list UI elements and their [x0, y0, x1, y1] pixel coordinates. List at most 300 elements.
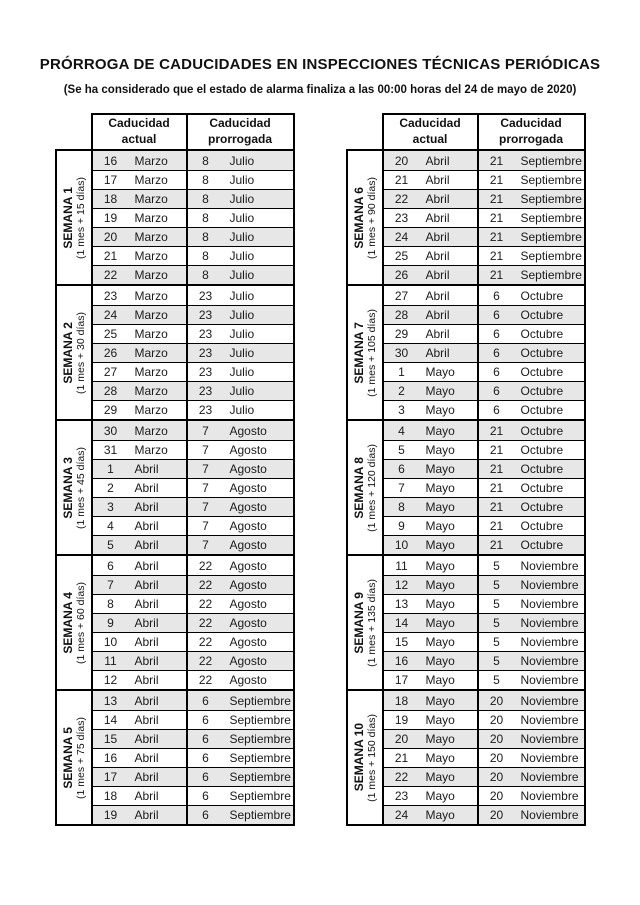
prorrogada-day: 21 — [489, 211, 504, 225]
cell-caducidad-actual — [93, 806, 188, 824]
cell-caducidad-prorrogada — [188, 730, 293, 748]
prorrogada-day: 7 — [202, 538, 209, 552]
cell-caducidad-actual — [384, 266, 479, 284]
prorrogada-day: 6 — [493, 403, 500, 417]
actual-month: Abril — [134, 462, 159, 476]
prorrogada-day: 22 — [198, 654, 213, 668]
actual-day: 24 — [394, 808, 409, 822]
table-row — [93, 535, 293, 554]
cell-caducidad-prorrogada — [479, 614, 584, 632]
cell-caducidad-actual — [93, 228, 188, 246]
table-header — [91, 113, 295, 151]
prorrogada-day: 23 — [198, 288, 213, 303]
actual-month: Abril — [134, 635, 159, 649]
cell-caducidad-prorrogada — [188, 460, 293, 478]
prorrogada-month: Julio — [229, 249, 255, 263]
prorrogada-day: 20 — [489, 693, 504, 708]
prorrogada-month: Septiembre — [520, 268, 582, 282]
actual-day: 29 — [103, 403, 118, 417]
actual-day: 14 — [103, 713, 118, 727]
actual-month: Marzo — [134, 423, 168, 438]
cell-caducidad-actual — [93, 730, 188, 748]
actual-month: Abril — [425, 192, 450, 206]
prorrogada-day: 20 — [489, 808, 504, 822]
actual-day: 22 — [103, 268, 118, 282]
prorrogada-month: Noviembre — [520, 751, 579, 765]
prorrogada-month: Julio — [229, 403, 255, 417]
prorrogada-month: Noviembre — [520, 808, 579, 822]
cell-caducidad-actual — [384, 691, 479, 710]
week-group — [346, 149, 586, 286]
table-row — [384, 767, 584, 786]
cell-caducidad-prorrogada — [188, 247, 293, 265]
cell-caducidad-prorrogada — [479, 556, 584, 575]
actual-day: 9 — [107, 616, 114, 630]
table-row — [384, 246, 584, 265]
cell-caducidad-prorrogada — [479, 633, 584, 651]
cell-caducidad-prorrogada — [479, 576, 584, 594]
actual-month: Marzo — [134, 153, 168, 168]
prorrogada-month: Julio — [229, 384, 255, 398]
actual-day: 1 — [107, 462, 114, 476]
week-offset: (1 mes + 60 días) — [74, 581, 87, 664]
actual-day: 6 — [398, 462, 405, 476]
cell-caducidad-prorrogada — [479, 595, 584, 613]
prorrogada-month: Noviembre — [520, 597, 579, 611]
cell-caducidad-prorrogada — [479, 730, 584, 748]
cell-caducidad-actual — [384, 749, 479, 767]
actual-day: 14 — [394, 616, 409, 630]
table-row — [384, 265, 584, 284]
cell-caducidad-actual — [384, 498, 479, 516]
prorrogada-day: 6 — [202, 713, 209, 727]
cell-caducidad-actual — [384, 576, 479, 594]
actual-month: Abril — [134, 616, 159, 630]
header-caducidad-prorrogada: Caducidad prorrogada — [188, 115, 293, 149]
cell-caducidad-prorrogada — [479, 190, 584, 208]
prorrogada-day: 6 — [202, 808, 209, 822]
prorrogada-day: 20 — [489, 770, 504, 784]
actual-day: 10 — [394, 538, 409, 552]
cell-caducidad-actual — [384, 209, 479, 227]
week-group — [55, 689, 295, 826]
cell-caducidad-prorrogada — [479, 171, 584, 189]
cell-caducidad-prorrogada — [479, 421, 584, 440]
prorrogada-day: 20 — [489, 789, 504, 803]
prorrogada-month: Julio — [229, 268, 255, 282]
week-offset: (1 mes + 30 días) — [74, 311, 87, 394]
actual-month: Mayo — [425, 770, 455, 784]
actual-day: 25 — [103, 327, 118, 341]
actual-month: Abril — [425, 153, 450, 168]
cell-caducidad-prorrogada — [188, 190, 293, 208]
cell-caducidad-prorrogada — [188, 266, 293, 284]
actual-day: 26 — [103, 346, 118, 360]
prorrogada-month: Septiembre — [520, 192, 582, 206]
prorrogada-month: Septiembre — [229, 789, 291, 803]
prorrogada-month: Julio — [229, 327, 255, 341]
table-row — [384, 516, 584, 535]
prorrogada-month: Octubre — [520, 519, 564, 533]
cell-caducidad-prorrogada — [479, 247, 584, 265]
prorrogada-month: Septiembre — [229, 770, 291, 784]
table-row — [384, 805, 584, 824]
week-label — [348, 691, 384, 824]
table-row — [384, 400, 584, 419]
cell-caducidad-prorrogada — [479, 749, 584, 767]
cell-caducidad-prorrogada — [188, 344, 293, 362]
actual-month: Mayo — [425, 481, 455, 495]
week-name: SEMANA 9 — [351, 591, 366, 654]
week-offset: (1 mes + 45 días) — [74, 446, 87, 529]
cell-caducidad-actual — [384, 190, 479, 208]
prorrogada-day: 7 — [202, 443, 209, 457]
header-caducidad-prorrogada: Caducidad prorrogada — [479, 115, 584, 149]
week-name: SEMANA 3 — [60, 456, 75, 519]
cell-caducidad-prorrogada — [188, 421, 293, 440]
table-row — [384, 208, 584, 227]
actual-month: Abril — [134, 481, 159, 495]
prorrogada-day: 22 — [198, 578, 213, 592]
prorrogada-month: Septiembre — [520, 249, 582, 263]
prorrogada-day: 7 — [202, 500, 209, 514]
cell-caducidad-prorrogada — [188, 711, 293, 729]
prorrogada-day: 20 — [489, 732, 504, 746]
cell-caducidad-prorrogada — [479, 382, 584, 400]
cell-caducidad-actual — [384, 536, 479, 554]
table-row — [384, 381, 584, 400]
actual-month: Marzo — [134, 249, 168, 263]
table-row — [93, 440, 293, 459]
actual-month: Abril — [425, 327, 450, 341]
actual-day: 18 — [103, 789, 118, 803]
prorrogada-day: 6 — [202, 751, 209, 765]
actual-month: Mayo — [425, 443, 455, 457]
prorrogada-month: Octubre — [520, 308, 564, 322]
actual-month: Abril — [134, 770, 159, 784]
prorrogada-day: 7 — [202, 481, 209, 495]
table-row — [93, 691, 293, 710]
prorrogada-day: 23 — [198, 308, 213, 322]
table-row — [384, 535, 584, 554]
prorrogada-day: 23 — [198, 365, 213, 379]
cell-caducidad-actual — [93, 247, 188, 265]
cell-caducidad-actual — [384, 787, 479, 805]
cell-caducidad-prorrogada — [188, 151, 293, 170]
cell-caducidad-actual — [93, 363, 188, 381]
prorrogada-month: Noviembre — [520, 789, 579, 803]
prorrogada-month: Octubre — [520, 365, 564, 379]
actual-month: Abril — [134, 558, 159, 573]
week-name: SEMANA 7 — [351, 321, 366, 384]
cell-caducidad-actual — [384, 614, 479, 632]
table-row — [93, 421, 293, 440]
cell-caducidad-actual — [93, 401, 188, 419]
table-row — [384, 362, 584, 381]
cell-caducidad-actual — [384, 325, 479, 343]
cell-caducidad-actual — [93, 479, 188, 497]
week-group — [55, 419, 295, 556]
actual-day: 8 — [107, 597, 114, 611]
prorrogada-day: 22 — [198, 597, 213, 611]
actual-day: 19 — [394, 713, 409, 727]
prorrogada-day: 21 — [489, 192, 504, 206]
actual-month: Marzo — [134, 384, 168, 398]
prorrogada-month: Octubre — [520, 423, 564, 438]
actual-month: Marzo — [134, 173, 168, 187]
prorrogada-month: Septiembre — [229, 808, 291, 822]
actual-day: 12 — [103, 673, 118, 687]
cell-caducidad-actual — [384, 556, 479, 575]
prorrogada-month: Octubre — [520, 481, 564, 495]
week-label — [57, 556, 93, 689]
actual-day: 10 — [103, 635, 118, 649]
table-row — [384, 556, 584, 575]
table-row — [384, 670, 584, 689]
actual-day: 3 — [107, 500, 114, 514]
table-row — [384, 324, 584, 343]
prorrogada-day: 23 — [198, 327, 213, 341]
actual-day: 23 — [394, 789, 409, 803]
week-offset: (1 mes + 75 días) — [74, 716, 87, 799]
cell-caducidad-prorrogada — [479, 787, 584, 805]
prorrogada-day: 21 — [489, 519, 504, 533]
table-row — [93, 305, 293, 324]
cell-caducidad-prorrogada — [479, 652, 584, 670]
table-row — [93, 246, 293, 265]
prorrogada-day: 21 — [489, 173, 504, 187]
prorrogada-month: Septiembre — [229, 713, 291, 727]
cell-caducidad-prorrogada — [188, 671, 293, 689]
prorrogada-month: Septiembre — [520, 211, 582, 225]
rows — [384, 421, 584, 554]
actual-day: 18 — [103, 192, 118, 206]
cell-caducidad-prorrogada — [479, 209, 584, 227]
actual-month: Marzo — [134, 443, 168, 457]
prorrogada-day: 6 — [493, 384, 500, 398]
prorrogada-month: Octubre — [520, 327, 564, 341]
prorrogada-month: Octubre — [520, 500, 564, 514]
actual-month: Abril — [134, 538, 159, 552]
cell-caducidad-actual — [384, 652, 479, 670]
actual-month: Mayo — [425, 713, 455, 727]
rows — [93, 691, 293, 824]
table-row — [384, 651, 584, 670]
actual-month: Marzo — [134, 365, 168, 379]
prorrogada-month: Agosto — [229, 423, 267, 438]
table-row — [384, 343, 584, 362]
actual-day: 17 — [103, 770, 118, 784]
prorrogada-month: Agosto — [229, 538, 267, 552]
week-group — [346, 419, 586, 556]
actual-day: 26 — [394, 268, 409, 282]
cell-caducidad-actual — [384, 171, 479, 189]
cell-caducidad-prorrogada — [479, 441, 584, 459]
prorrogada-day: 8 — [202, 192, 209, 206]
cell-caducidad-actual — [384, 247, 479, 265]
prorrogada-month: Noviembre — [520, 558, 579, 573]
table-row — [93, 748, 293, 767]
prorrogada-month: Julio — [229, 288, 255, 303]
week-name: SEMANA 6 — [351, 186, 366, 249]
actual-day: 15 — [103, 732, 118, 746]
page-title: PRÓRROGA DE CADUCIDADES EN INSPECCIONES TÉCNICAS PERIÓDICAS — [39, 56, 601, 73]
actual-day: 7 — [107, 578, 114, 592]
cell-caducidad-prorrogada — [479, 228, 584, 246]
table-row — [384, 632, 584, 651]
cell-caducidad-prorrogada — [479, 691, 584, 710]
actual-month: Abril — [134, 732, 159, 746]
cell-caducidad-actual — [384, 517, 479, 535]
cell-caducidad-actual — [93, 768, 188, 786]
cell-caducidad-actual — [93, 536, 188, 554]
actual-month: Abril — [425, 346, 450, 360]
cell-caducidad-prorrogada — [479, 460, 584, 478]
actual-month: Abril — [425, 249, 450, 263]
actual-month: Abril — [134, 808, 159, 822]
week-group — [55, 149, 295, 286]
prorrogada-month: Septiembre — [520, 173, 582, 187]
prorrogada-month: Agosto — [229, 597, 267, 611]
cell-caducidad-prorrogada — [188, 806, 293, 824]
actual-month: Abril — [134, 789, 159, 803]
rows — [384, 286, 584, 419]
prorrogada-month: Agosto — [229, 616, 267, 630]
actual-day: 30 — [103, 423, 118, 438]
actual-month: Abril — [425, 308, 450, 322]
actual-day: 5 — [107, 538, 114, 552]
prorrogada-day: 23 — [198, 403, 213, 417]
table-row — [384, 497, 584, 516]
cell-caducidad-prorrogada — [479, 806, 584, 824]
prorrogada-month: Septiembre — [520, 153, 582, 168]
actual-day: 13 — [394, 597, 409, 611]
prorrogada-month: Julio — [229, 153, 255, 168]
actual-day: 13 — [103, 693, 118, 708]
table-row — [384, 227, 584, 246]
cell-caducidad-actual — [93, 633, 188, 651]
cell-caducidad-actual — [384, 306, 479, 324]
prorrogada-month: Octubre — [520, 288, 564, 303]
cell-caducidad-prorrogada — [479, 401, 584, 419]
actual-month: Mayo — [425, 789, 455, 803]
prorrogada-day: 21 — [489, 268, 504, 282]
actual-month: Mayo — [425, 751, 455, 765]
prorrogada-day: 6 — [493, 327, 500, 341]
prorrogada-day: 21 — [489, 249, 504, 263]
week-group — [346, 284, 586, 421]
prorrogada-day: 7 — [202, 519, 209, 533]
prorrogada-day: 6 — [202, 770, 209, 784]
cell-caducidad-prorrogada — [188, 401, 293, 419]
cell-caducidad-prorrogada — [479, 286, 584, 305]
cell-caducidad-actual — [93, 421, 188, 440]
actual-month: Abril — [425, 288, 450, 303]
actual-day: 19 — [103, 211, 118, 225]
table-row — [93, 556, 293, 575]
cell-caducidad-prorrogada — [479, 266, 584, 284]
cell-caducidad-prorrogada — [479, 517, 584, 535]
cell-caducidad-actual — [384, 730, 479, 748]
cell-caducidad-prorrogada — [188, 633, 293, 651]
cell-caducidad-prorrogada — [188, 441, 293, 459]
prorrogada-day: 8 — [202, 249, 209, 263]
cell-caducidad-prorrogada — [188, 691, 293, 710]
actual-day: 11 — [395, 558, 408, 573]
prorrogada-day: 20 — [489, 713, 504, 727]
week-label — [348, 286, 384, 419]
prorrogada-day: 20 — [489, 751, 504, 765]
prorrogada-day: 5 — [493, 635, 500, 649]
actual-month: Marzo — [134, 327, 168, 341]
cell-caducidad-prorrogada — [188, 382, 293, 400]
week-group — [55, 284, 295, 421]
prorrogada-day: 23 — [198, 346, 213, 360]
week-offset: (1 mes + 150 días) — [365, 713, 378, 802]
prorrogada-month: Noviembre — [520, 578, 579, 592]
prorrogada-month: Agosto — [229, 558, 267, 573]
actual-day: 20 — [103, 230, 118, 244]
cell-caducidad-prorrogada — [479, 325, 584, 343]
actual-day: 4 — [107, 519, 114, 533]
actual-day: 1 — [398, 365, 405, 379]
table-row — [93, 286, 293, 305]
table-row — [384, 710, 584, 729]
table-row — [384, 459, 584, 478]
actual-day: 21 — [394, 751, 409, 765]
cell-caducidad-actual — [93, 614, 188, 632]
cell-caducidad-actual — [93, 441, 188, 459]
cell-caducidad-prorrogada — [188, 576, 293, 594]
cell-caducidad-prorrogada — [479, 363, 584, 381]
page-subtitle: (Se ha considerado que el estado de alarma finaliza a las 00:00 horas del 24 de mayo de 2020) — [63, 84, 577, 96]
table-row — [93, 786, 293, 805]
prorrogada-month: Julio — [229, 365, 255, 379]
actual-month: Mayo — [425, 654, 455, 668]
actual-day: 16 — [394, 654, 409, 668]
actual-month: Mayo — [425, 538, 455, 552]
actual-month: Marzo — [134, 192, 168, 206]
cell-caducidad-prorrogada — [188, 363, 293, 381]
prorrogada-month: Julio — [229, 230, 255, 244]
actual-day: 2 — [398, 384, 405, 398]
prorrogada-month: Noviembre — [520, 673, 579, 687]
table-row — [93, 516, 293, 535]
week-group — [55, 554, 295, 691]
actual-day: 24 — [103, 308, 118, 322]
table-row — [93, 478, 293, 497]
table-row — [384, 478, 584, 497]
actual-day: 29 — [394, 327, 409, 341]
table-row — [93, 632, 293, 651]
actual-month: Abril — [134, 519, 159, 533]
week-group — [346, 554, 586, 691]
cell-caducidad-prorrogada — [479, 151, 584, 170]
table-row — [384, 594, 584, 613]
table-row — [93, 575, 293, 594]
actual-month: Mayo — [425, 403, 455, 417]
prorrogada-day: 6 — [493, 346, 500, 360]
prorrogada-month: Julio — [229, 173, 255, 187]
cell-caducidad-actual — [384, 151, 479, 170]
cell-caducidad-prorrogada — [479, 768, 584, 786]
actual-month: Mayo — [425, 519, 455, 533]
rows — [384, 691, 584, 824]
prorrogada-month: Agosto — [229, 635, 267, 649]
rows — [384, 151, 584, 284]
prorrogada-day: 21 — [489, 230, 504, 244]
prorrogada-month: Agosto — [229, 462, 267, 476]
